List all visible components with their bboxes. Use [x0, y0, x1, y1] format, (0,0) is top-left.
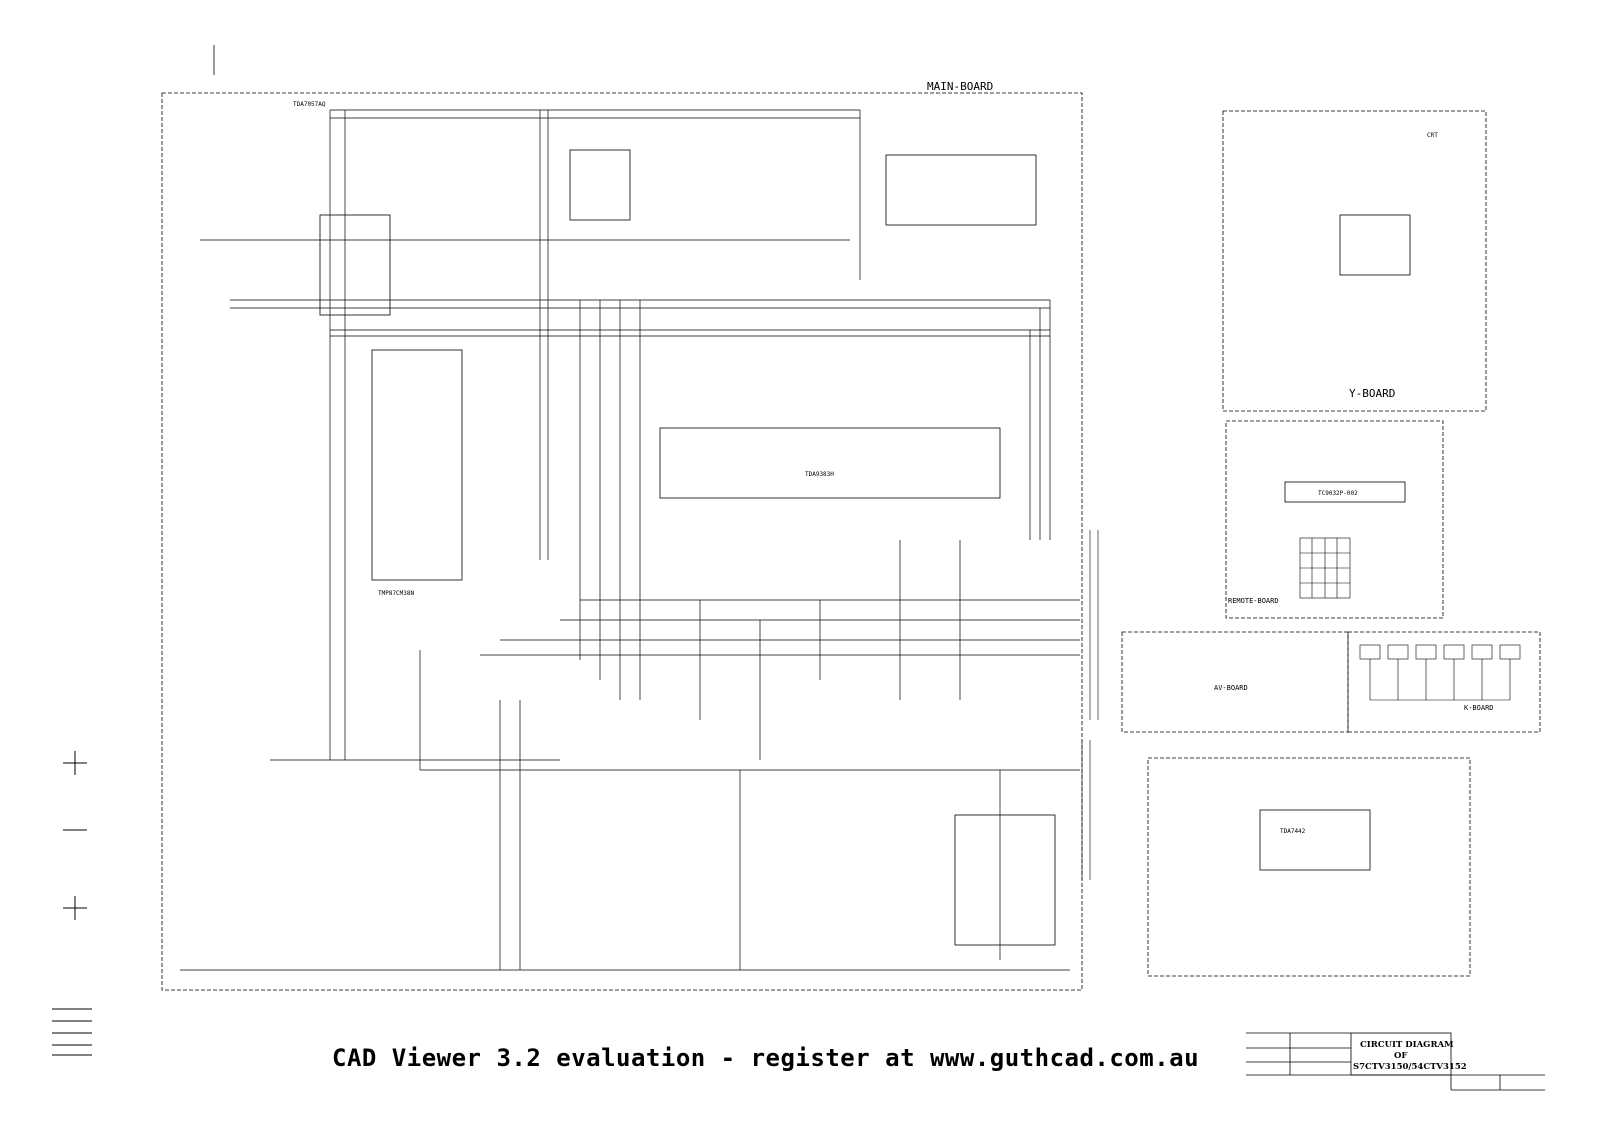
title-line2: OF: [1394, 1051, 1408, 1061]
audio-amp-label: TDA7057AQ: [293, 101, 326, 108]
menu-button[interactable]: [52, 1005, 92, 1057]
zoom-out-button[interactable]: [60, 815, 90, 845]
deflection-ic-label: TDA7442: [1280, 828, 1306, 835]
zoom-fit-icon: [60, 893, 90, 923]
y-board-label: Y-BOARD: [1349, 387, 1396, 400]
title-line3: S7CTV3150/54CTV3152: [1353, 1062, 1467, 1072]
zoom-in-icon: [60, 748, 90, 778]
ic-micro-block: [372, 350, 462, 580]
av-board-outline: [1122, 632, 1348, 732]
zoom-fit-button[interactable]: [60, 893, 90, 923]
micro-ic-label: TMP87CM38N: [378, 590, 415, 597]
av-board-label: AV-BOARD: [1214, 684, 1248, 692]
ic-jungle-block: [660, 428, 1000, 498]
ic-crt-socket: [1340, 215, 1410, 275]
ic-power-block: [955, 815, 1055, 945]
remote-board-outline: [1226, 421, 1443, 618]
remote-ic-label: TC9032P-002: [1318, 490, 1358, 497]
crt-label: CRT: [1427, 132, 1438, 139]
jungle-ic-label: TDA9383H: [805, 471, 834, 478]
zoom-out-icon: [60, 815, 90, 845]
ic-audio-proc: [1260, 810, 1370, 870]
evaluation-watermark: CAD Viewer 3.2 evaluation - register at www.guthcad.com.au: [332, 1044, 1200, 1072]
ic-eeprom-block: [570, 150, 630, 220]
audio-board-outline: [1148, 758, 1470, 976]
k-board-label: K-BOARD: [1464, 704, 1494, 712]
zoom-in-button[interactable]: [60, 748, 90, 778]
title-line1: CIRCUIT DIAGRAM: [1360, 1040, 1454, 1050]
ic-tuner-block: [886, 155, 1036, 225]
y-board-outline: [1223, 111, 1486, 411]
main-board-outline: [162, 93, 1082, 990]
remote-board-label: REMOTE-BOARD: [1228, 597, 1279, 605]
main-board-label: MAIN-BOARD: [927, 80, 994, 93]
menu-icon: [52, 1005, 92, 1057]
